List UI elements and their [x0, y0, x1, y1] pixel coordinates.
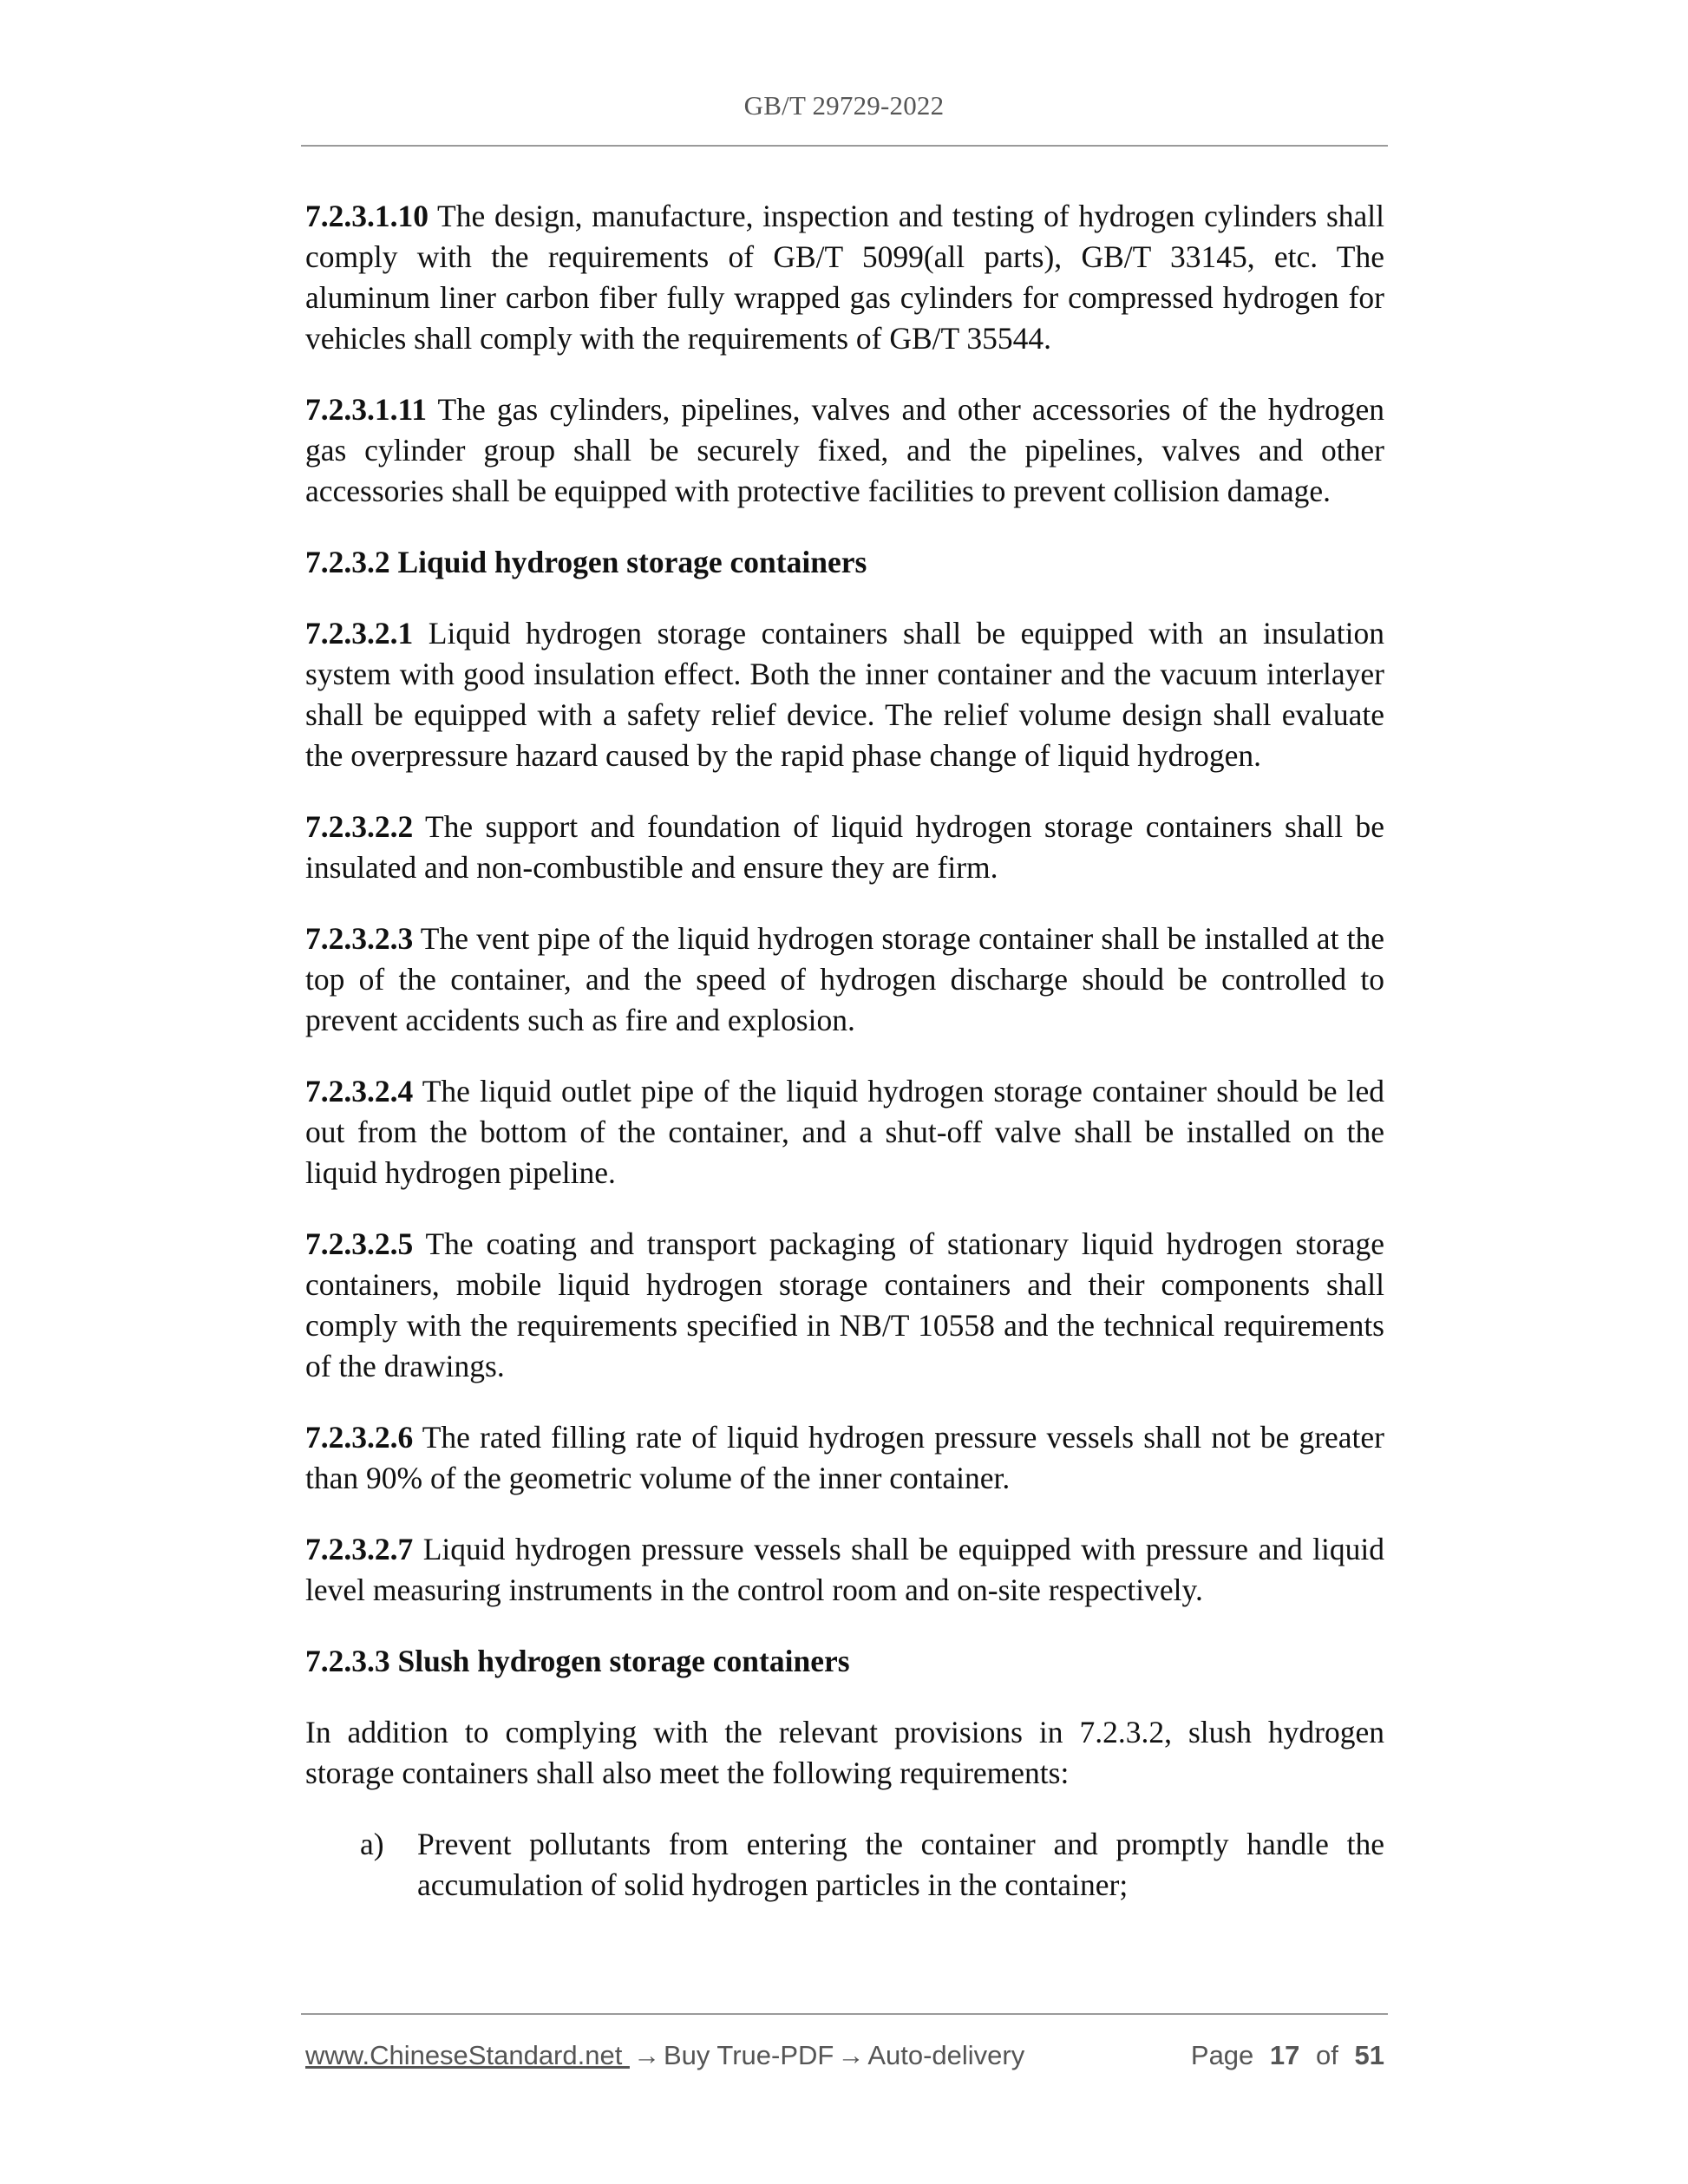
clause-7-2-3-2-4: [305, 1071, 1384, 1193]
clause-number: 7.2.3.2.2: [305, 809, 414, 844]
auto-delivery-text: Auto-delivery: [867, 2040, 1025, 2070]
total-pages: 51: [1354, 2040, 1384, 2070]
requirement-list-item: [305, 1824, 1384, 1906]
clause-7-2-3-2-7: [305, 1529, 1384, 1611]
clause-number: 7.2.3.2.6: [305, 1420, 414, 1455]
clause-text: The vent pipe of the liquid hydrogen storage container shall be installed at the top of the container, and the speed of hydrogen discharge should be controlled to prevent accidents such as fire and explosion.: [305, 921, 1384, 1037]
page-label: Page: [1190, 2040, 1254, 2070]
list-item-text: Prevent pollutants from entering the container and promptly handle the accumulation of solid hydrogen particles in the container;: [417, 1827, 1384, 1902]
document-header-title: GB/T 29729-2022: [743, 90, 945, 121]
clause-text: Liquid hydrogen storage containers shall be equipped with an insulation system with good insulation effect. Both the inner container and the vacuum interlayer shall be equipped with a safety relief device. The relief volume design shall evaluate the overpressure hazard caused by the rapid phase change of liquid hydrogen.: [305, 616, 1384, 773]
clause-text: Liquid hydrogen pressure vessels shall be equipped with pressure and liquid level measuring instruments in the control room and on-site respectively.: [305, 1532, 1384, 1607]
clause-text: The rated filling rate of liquid hydrogen pressure vessels shall not be greater than 90% of the geometric volume of the inner container.: [305, 1420, 1384, 1495]
clause-number: 7.2.3.1.10: [305, 199, 429, 233]
clause-number: 7.2.3.2.7: [305, 1532, 414, 1566]
chinesestandard-link[interactable]: www.ChineseStandard.net: [305, 2040, 630, 2070]
clause-text: The gas cylinders, pipelines, valves and other accessories of the hydrogen gas cylinder group shall be securely fixed, and the pipelines, valves and other accessories shall be equipped with protective facilities to prevent collision damage.: [305, 392, 1384, 508]
clause-number: 7.2.3.2.5: [305, 1226, 414, 1261]
footer-divider: [301, 2013, 1388, 2015]
current-page: 17: [1269, 2040, 1300, 2070]
section-intro-7-2-3-3: In addition to complying with the relevant provisions in 7.2.3.2, slush hydrogen storage containers shall also meet the following requirements:: [305, 1715, 1384, 1790]
clause-7-2-3-2-6: [305, 1417, 1384, 1499]
clause-7-2-3-2-1: [305, 613, 1384, 776]
clause-text: The coating and transport packaging of stationary liquid hydrogen storage containers, mobile liquid hydrogen storage containers and their components shall comply with the requirements specified in NB/T 10558 and the technical requirements of the drawings.: [305, 1226, 1384, 1383]
section-heading-7-2-3-3: 7.2.3.3 Slush hydrogen storage containers: [305, 1644, 850, 1678]
page-number: [1182, 2040, 1384, 2071]
document-body: [305, 196, 1384, 1906]
clause-text: The support and foundation of liquid hydrogen storage containers shall be insulated and non-combustible and ensure they are firm.: [305, 809, 1384, 885]
buy-true-pdf-text: Buy True-PDF: [663, 2040, 834, 2070]
arrow-right-icon: →: [632, 2040, 660, 2070]
header-divider: [301, 145, 1388, 147]
clause-number: 7.2.3.2.1: [305, 616, 414, 651]
clause-number: 7.2.3.2.3: [305, 921, 414, 956]
page-of-label: of: [1316, 2040, 1338, 2070]
list-marker: a): [360, 1827, 384, 1861]
clause-7-2-3-1-10: [305, 196, 1384, 359]
clause-7-2-3-1-11: [305, 389, 1384, 512]
clause-text: The liquid outlet pipe of the liquid hydrogen storage container should be led out from the bottom of the container, and a shut-off valve shall be installed on the liquid hydrogen pipeline.: [305, 1074, 1384, 1190]
page-footer: [305, 2040, 1384, 2083]
clause-7-2-3-2-3: [305, 919, 1384, 1041]
clause-text: The design, manufacture, inspection and testing of hydrogen cylinders shall comply with the requirements of GB/T 5099(all parts), GB/T 33145, etc. The aluminum liner carbon fiber fully wrapped gas cylinders for compressed hydrogen for vehicles shall comply with the requirements of GB/T 35544.: [305, 199, 1384, 356]
arrow-right-icon: →: [837, 2040, 865, 2070]
clause-7-2-3-2-5: [305, 1224, 1384, 1387]
clause-number: 7.2.3.2.4: [305, 1074, 414, 1108]
clause-7-2-3-2-2: [305, 807, 1384, 888]
section-heading-7-2-3-2: 7.2.3.2 Liquid hydrogen storage containers: [305, 545, 867, 579]
clause-number: 7.2.3.1.11: [305, 392, 428, 427]
footer-promo: [305, 2040, 1024, 2071]
